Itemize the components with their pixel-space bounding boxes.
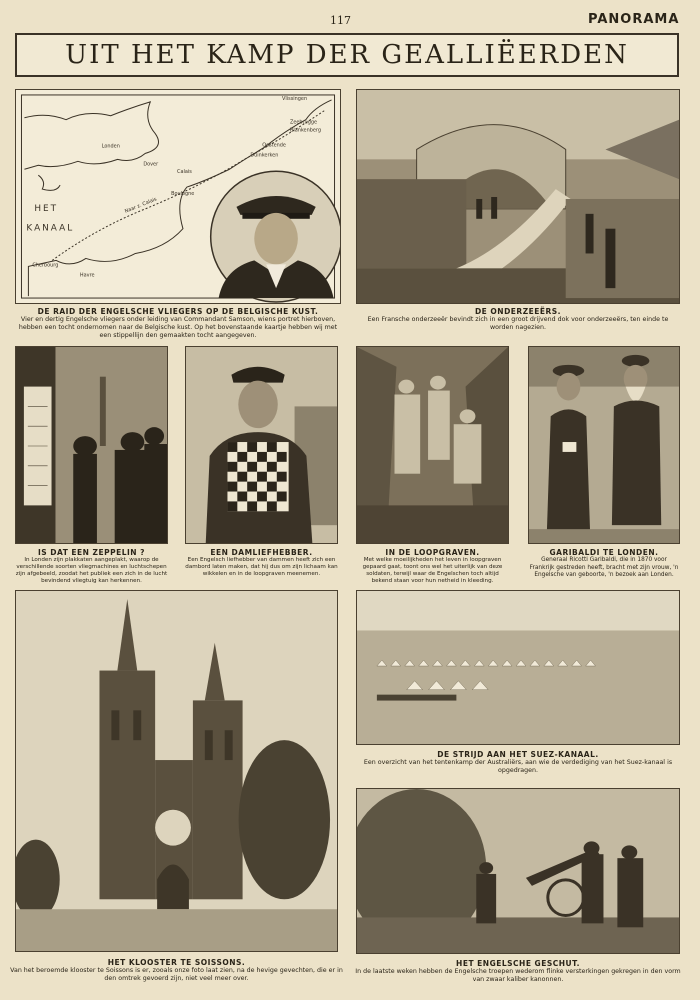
magazine-name: PANORAMA (588, 12, 680, 27)
page-number: 117 (330, 14, 351, 27)
soissons-caption-text: Van het beroemde klooster te Soissons is er, zooals onze foto laat zien, na de hevige gevechten, die er in den omtrek gevoerd zijn, niet veel meer over. (10, 967, 343, 982)
checkers-caption-text: Een Engelsch liefhebber van dammen heeft zich een dambord laten maken, dat hij dus om zijn lichaam kan wikkelen en in de loopgraven meenemen. (185, 557, 338, 577)
map-label-het: HET (34, 203, 59, 214)
map-label-duinkerken: Duinkerken (250, 152, 279, 159)
map-label-calais: Calais (177, 169, 192, 176)
zeppelin-caption-title: IS DAT EEN ZEPPELIN ? (37, 548, 146, 557)
suez-caption-text: Een overzicht van het tentenkamp der Australiërs, aan wie de verdediging van het Suez-kanaal is opgedragen. (363, 759, 673, 774)
map-label-blankenberg: Blankenberg (289, 127, 321, 134)
zeppelin-photo (15, 346, 168, 544)
artillery-caption-text: In de laatste weken hebben de Engelsche troepen wederom flinke versterkingen gekregen in den vorm van zwaar kaliber kanonnen. (355, 968, 681, 983)
map-label-londen: Londen (101, 143, 120, 150)
map-label-boulogne: Boulogne (171, 191, 195, 198)
soissons-caption-title: HET KLOOSTER TE SOISSONS. (107, 958, 246, 967)
map-label-vlissingen: Vlissingen (282, 95, 308, 102)
trenches-caption-title: IN DE LOOPGRAVEN. (385, 548, 480, 557)
soissons-photo (15, 590, 338, 952)
map-label-havre: Havre (79, 272, 95, 279)
map-label-oostende: Oostende (262, 142, 286, 149)
raid-caption-text: Vier en dertig Engelsche vliegers onder leiding van Commandant Samson, wiens portret hierboven, hebben een tocht ondernomen naar de Belgische kust. Op het bovenstaande kaartje hebben wij met een stippellijn den gemaakten tocht aangegeven. (18, 316, 338, 339)
page-title: UIT HET KAMP DER GEALLIËERDEN (65, 40, 629, 70)
checkers-caption-title: EEN DAMLIEFHEBBER. (210, 548, 313, 557)
garibaldi-caption-text: Generaal Ricotti Garibaldi, die in 1870 voor Frankrijk gestreden heeft, bracht met zijn vrouw, 'n Engelsche van geboorte, 'n bezoek aan Londen. (529, 557, 679, 578)
coast-map (16, 90, 340, 303)
trenches-caption-text: Met welke moeilijkheden het leven in loopgraven gepaard gaat, toont ons wel het uiterlijk van deze soldaten, terwijl waar de Engelschen toch altijd bekend staan voor hun netheid in kleeding. (362, 557, 503, 584)
garibaldi-caption-title: GARIBALDI TE LONDEN. (549, 548, 659, 557)
map-label-dover: Dover (143, 161, 159, 168)
suez-caption-title: DE STRIJD AAN HET SUEZ-KANAAL. (437, 750, 599, 759)
page-title-box (15, 33, 679, 77)
submarine-photo (356, 89, 680, 304)
map-label-kanaal: KANAAL (26, 223, 75, 234)
map-photo (15, 89, 341, 304)
artillery-caption-title: HET ENGELSCHE GESCHUT. (456, 959, 580, 968)
map-label-zeebrugge: Zeebrugge (289, 119, 318, 126)
submarines-caption-title: DE ONDERZEEËRS. (474, 307, 562, 316)
map-label-cherbourg: Cherbourg (32, 262, 59, 269)
submarines-caption-text: Een Fransche onderzeeër bevindt zich in een groot drijvend dok voor onderzeeërs, ten einde te worden nagezien. (367, 316, 669, 331)
checkers-photo (185, 346, 338, 544)
zeppelin-caption-text: In Londen zijn plakkaten aangeplakt, waarop de verschillende soorten vliegmachines en luchtschepen zijn afgebeeld, zoodat het publiek een zich in de lucht bevindend vliegtuig kan herkennen. (15, 557, 168, 584)
trenches-photo (356, 346, 509, 544)
garibaldi-photo (528, 346, 680, 544)
artillery-photo (356, 788, 680, 954)
map-label-route: Naar z. Calais (123, 196, 158, 215)
raid-caption-title: DE RAID DER ENGELSCHE VLIEGERS OP DE BELGISCHE KUST. (37, 307, 319, 316)
suez-photo (356, 590, 680, 745)
